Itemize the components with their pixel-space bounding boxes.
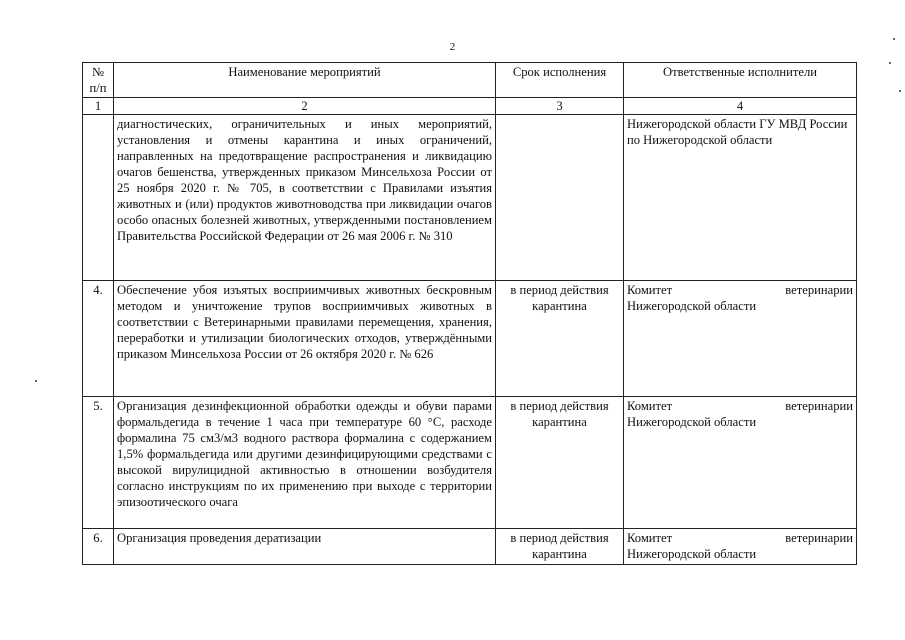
column-number: 3 — [496, 98, 624, 115]
row-number — [83, 115, 114, 281]
responsible-first-line — [627, 282, 853, 298]
table-row — [83, 529, 857, 565]
table-row — [83, 397, 857, 529]
scan-speck — [899, 90, 901, 92]
responsible-text: Нижегородской области ГУ МВД России по Нижегородской области — [627, 117, 848, 147]
scan-speck — [889, 62, 891, 64]
row-number: 4. — [83, 281, 114, 397]
responsible-text: Нижегородской области — [627, 415, 757, 429]
measures-table — [82, 62, 857, 565]
responsible-word: ветеринарии — [785, 531, 853, 545]
header-responsible: Ответственные исполнители — [624, 63, 857, 98]
responsible — [624, 397, 857, 529]
row-number: 5. — [83, 397, 114, 529]
table-row — [83, 281, 857, 397]
column-number: 1 — [83, 98, 114, 115]
measure-name: Организация проведения дератизации — [114, 529, 496, 565]
responsible-word: ветеринарии — [785, 283, 853, 297]
measure-name: Организация дезинфекционной обработки одежды и обуви парами формальдегида в течение 1 часа при температуре 60 °С, расходе формалина 75 см3/м3 водного раствора формалина с содержанием 1,5% формальдегида или другими дезинфицирующими средствами с высокой вирулицидной активностью в отношении возбудителя согласно инструкциям по их применению при выходе с территории эпизоотического очага — [114, 397, 496, 529]
responsible — [624, 115, 857, 281]
scan-speck — [893, 38, 895, 40]
column-numbers-row — [83, 98, 857, 115]
responsible-word: Комитет — [627, 531, 673, 545]
responsible-first-line — [627, 530, 853, 546]
responsible-word: ветеринарии — [785, 399, 853, 413]
page-number: 2 — [449, 41, 456, 53]
measure-name: Обеспечение убоя изъятых восприимчивых животных бескровным методом и уничтожение трупов восприимчивых животных в соответствии с Ветеринарными правилами перемещения, хранения, переработки и утилизации биологических отходов, утверждёнными приказом Минсельхоза России от 26 октября 2020 г. № 626 — [114, 281, 496, 397]
header-term: Срок исполнения — [496, 63, 624, 98]
term — [496, 115, 624, 281]
responsible — [624, 281, 857, 397]
responsible-word: Комитет — [627, 399, 673, 413]
column-number: 4 — [624, 98, 857, 115]
term: в период действия карантина — [496, 281, 624, 397]
term: в период действия карантина — [496, 397, 624, 529]
measure-name: диагностических, ограничительных и иных мероприятий, установления и отмены карантина и иных ограничений, направленных на предотвращение распространения и ликвидацию очагов бешенства, утвержденных приказом Минсельхоза России от 25 ноября 2020 г. № 705, в соответствии с Правилами изъятия животных и (или) продуктов животноводства при ликвидации очагов особо опасных болезней животных, утвержденными постановлением Правительства Российской Федерации от 26 мая 2006 г. № 310 — [114, 115, 496, 281]
header-name: Наименование мероприятий — [114, 63, 496, 98]
responsible-word: Комитет — [627, 283, 673, 297]
responsible-first-line — [627, 398, 853, 414]
term: в период действия карантина — [496, 529, 624, 565]
table-header-row — [83, 63, 857, 98]
responsible-text: Нижегородской области — [627, 299, 757, 313]
scan-speck — [35, 380, 37, 382]
responsible-text: Нижегородской области — [627, 547, 757, 561]
table-row — [83, 115, 857, 281]
responsible — [624, 529, 857, 565]
row-number: 6. — [83, 529, 114, 565]
header-num: № п/п — [83, 63, 114, 98]
column-number: 2 — [114, 98, 496, 115]
